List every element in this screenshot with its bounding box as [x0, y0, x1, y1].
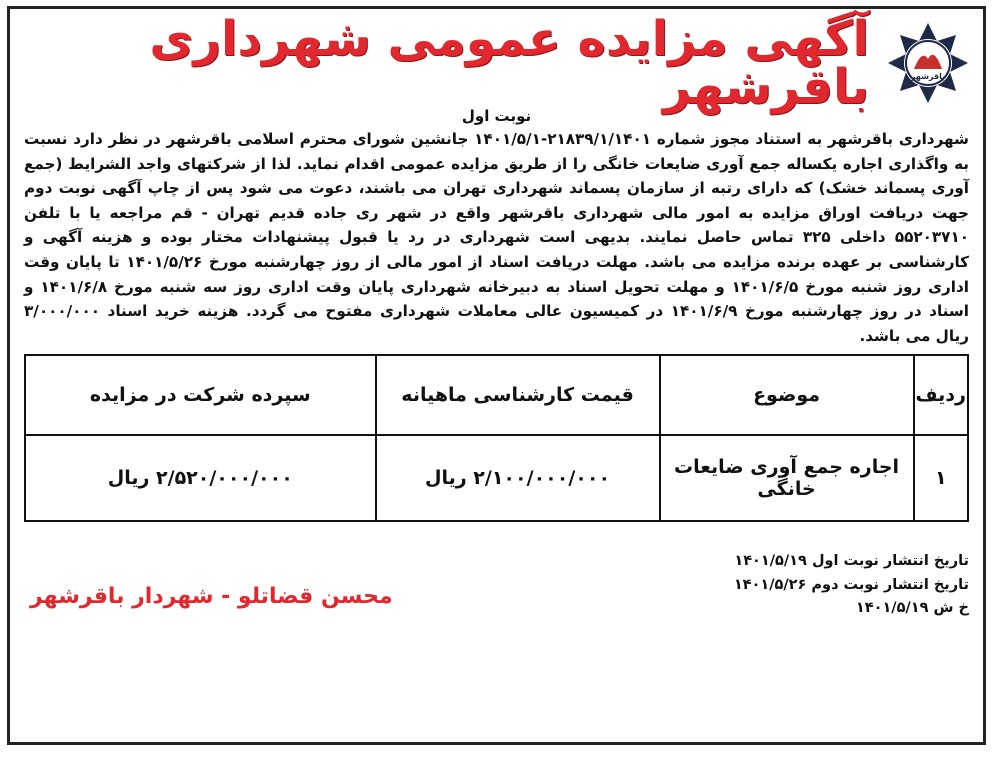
notice-body: شهرداری باقرشهر به استناد مجوز شماره ۲۱۸۳۹/۱/۱۴۰۱-۱۴۰۱/۵/۱ جانشین شورای محترم اسلامی باقرشهر در نظر دارد نسبت به واگذاری اجاره یکساله جمع آوری ضایعات خانگی را از طریق مزایده عمومی اقدام نماید. لذا از شرکتهای واجد الشرایط (جمع آوری پسماند خشک) که دارای رتبه از سازمان پسماند شهرداری تهران می باشند، دعوت می شود پس از چاپ آگهی نوبت دوم جهت دریافت اوراق مزایده به امور مالی شهرداری باقرشهر واقع در شهر ری جاده قدیم تهران - قم مراجعه یا با تلفن ۵۵۲۰۳۷۱۰ داخلی ۳۲۵ تماس حاصل نمایند. بدیهی است شهرداری در رد یا قبول پیشنهادات مختار بوده و هزینه آگهی و کارشناسی بر عهده برنده مزایده می باشد. مهلت دریافت اسناد از امور مالی از روز چهارشنبه مورخ ۱۴۰۱/۵/۲۶ تا پایان وقت اداری روز شنبه مورخ ۱۴۰۱/۶/۵ و مهلت تحویل اسناد به دبیرخانه شهرداری پایان وقت اداری روز سه شنبه مورخ ۱۴۰۱/۶/۸ و اسناد در روز چهارشنبه مورخ ۱۴۰۱/۶/۹ در کمیسیون عالی معاملات شهرداری مفتوح می گردد. هزینه خرید اسناد ۳/۰۰۰/۰۰۰ ریال می باشد. — [24, 130, 969, 345]
publication-dates — [734, 550, 969, 621]
logo-text: باقرشهر — [910, 72, 946, 81]
first-publication-date: تاریخ انتشار نوبت اول ۱۴۰۱/۵/۱۹ — [734, 553, 969, 570]
municipality-emblem-icon — [887, 22, 969, 104]
mayor-signature: محسن قضاتلو - شهردار باقرشهر — [30, 584, 393, 610]
reference-date: خ ش ۱۴۰۱/۵/۱۹ — [855, 600, 969, 617]
second-publication-date: تاریخ انتشار نوبت دوم ۱۴۰۱/۵/۲۶ — [733, 576, 969, 593]
cell-subject: اجاره جمع آوری ضایعات خانگی — [660, 435, 914, 521]
auction-table — [24, 354, 969, 522]
notice-header — [24, 11, 969, 115]
table-header-row — [25, 355, 968, 435]
page-title: آگهی مزایده عمومی شهرداری باقرشهر — [149, 11, 869, 115]
header-subject: موضوع — [660, 355, 914, 435]
cell-monthly-price: ۲/۱۰۰/۰۰۰/۰۰۰ ریال — [376, 435, 660, 521]
round-label: نوبت اول — [461, 107, 532, 125]
table-row — [25, 435, 968, 521]
cell-row-number: ۱ — [914, 435, 968, 521]
header-deposit: سپرده شرکت در مزایده — [25, 355, 376, 435]
notice-page — [7, 6, 986, 745]
notice-footer — [24, 550, 969, 646]
cell-deposit: ۲/۵۲۰/۰۰۰/۰۰۰ ریال — [25, 435, 376, 521]
header-row-number: ردیف — [914, 355, 968, 435]
header-monthly-price: قیمت کارشناسی ماهیانه — [376, 355, 660, 435]
